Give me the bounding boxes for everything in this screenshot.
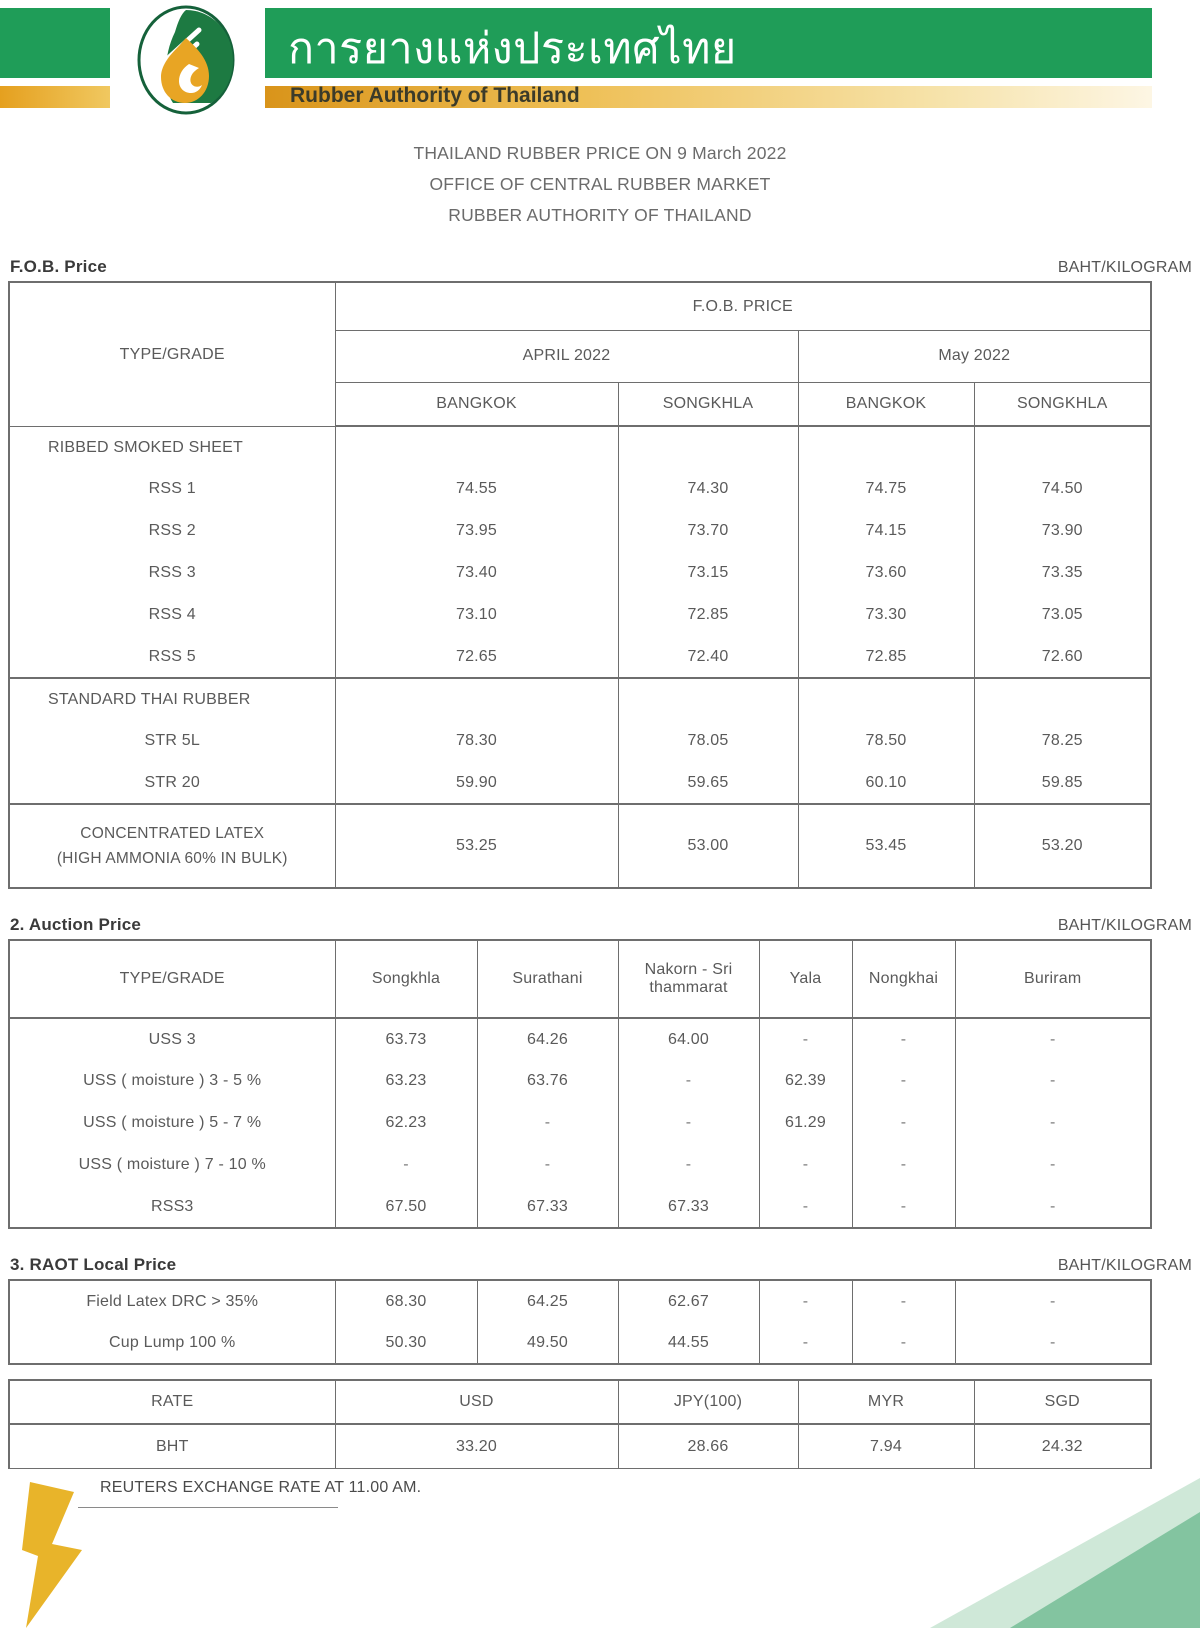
fob-rss4-skl-may: 73.05	[974, 594, 1151, 636]
doc-title-line-2: OFFICE OF CENTRAL RUBBER MARKET	[429, 174, 771, 195]
rate-value-sgd: 24.32	[974, 1424, 1151, 1468]
auction-uss57-nakorn: -	[618, 1102, 759, 1144]
fob-group-str-blank-4	[974, 678, 1151, 720]
exchange-rate-header-row	[9, 1380, 1151, 1424]
local-cup-lump-nakorn: 44.55	[618, 1322, 759, 1364]
rate-col-jpy: JPY(100)	[618, 1380, 798, 1424]
fob-rss3-bkk-apr: 73.40	[335, 552, 618, 594]
fob-grade-rss4: RSS 4	[9, 594, 335, 636]
table-row	[9, 720, 1151, 762]
fob-group-str-blank-3	[798, 678, 974, 720]
local-cup-lump-songkhla: 50.30	[335, 1322, 477, 1364]
local-grade-field-latex: Field Latex DRC > 35%	[9, 1280, 335, 1322]
raot-local-price-table	[8, 1279, 1152, 1365]
rate-label-header: RATE	[9, 1380, 335, 1424]
fob-rss2-bkk-may: 74.15	[798, 510, 974, 552]
auction-rss3-songkhla: 67.50	[335, 1186, 477, 1228]
auction-type-grade-header: TYPE/GRADE	[9, 940, 335, 1018]
auction-uss35-songkhla: 63.23	[335, 1060, 477, 1102]
fob-month-april: APRIL 2022	[335, 330, 798, 382]
fob-group-rss-blank-1	[335, 426, 618, 468]
auction-price-table	[8, 939, 1152, 1229]
auction-grade-uss-3-5: USS ( moisture ) 3 - 5 %	[9, 1060, 335, 1102]
fob-group-row-str	[9, 678, 1151, 720]
rubber-authority-logo	[133, 4, 239, 116]
auction-rss3-surathani: 67.33	[477, 1186, 618, 1228]
auction-header-row	[9, 940, 1151, 1018]
auction-col-buriram: Buriram	[955, 940, 1151, 1018]
fob-price-table	[8, 281, 1152, 889]
auction-uss57-nongkhai: -	[852, 1102, 955, 1144]
local-cup-lump-surathani: 49.50	[477, 1322, 618, 1364]
auction-uss57-yala: 61.29	[759, 1102, 852, 1144]
auction-uss3-songkhla: 63.73	[335, 1018, 477, 1060]
page-banner	[0, 0, 1152, 120]
auction-col-surathani: Surathani	[477, 940, 618, 1018]
fob-str5l-bkk-apr: 78.30	[335, 720, 618, 762]
table-row	[9, 1186, 1151, 1228]
fob-city-bangkok-may: BANGKOK	[798, 382, 974, 426]
fob-city-songkhla-april: SONGKHLA	[618, 382, 798, 426]
fob-group-label-rss: RIBBED SMOKED SHEET	[9, 426, 335, 468]
rate-col-sgd: SGD	[974, 1380, 1151, 1424]
fob-month-may: May 2022	[798, 330, 1151, 382]
fob-grade-rss3: RSS 3	[9, 552, 335, 594]
auction-grade-uss3: USS 3	[9, 1018, 335, 1060]
rate-currency-bht: BHT	[9, 1424, 335, 1468]
auction-unit-label: BAHT/KILOGRAM	[1057, 917, 1192, 935]
fob-rss4-bkk-apr: 73.10	[335, 594, 618, 636]
fob-str5l-bkk-may: 78.50	[798, 720, 974, 762]
table-row	[9, 1102, 1151, 1144]
local-cup-lump-buriram: -	[955, 1322, 1151, 1364]
decoration-gold-corner	[22, 1478, 102, 1628]
fob-str20-bkk-may: 60.10	[798, 762, 974, 804]
fob-rss1-skl-may: 74.50	[974, 468, 1151, 510]
auction-uss710-buriram: -	[955, 1144, 1151, 1186]
fob-section-label: F.O.B. Price	[10, 257, 107, 277]
table-row	[9, 1060, 1151, 1102]
local-cup-lump-nongkhai: -	[852, 1322, 955, 1364]
fob-rss4-bkk-may: 73.30	[798, 594, 974, 636]
table-row	[9, 804, 1151, 888]
auction-col-nongkhai: Nongkhai	[852, 940, 955, 1018]
fob-rss5-skl-apr: 72.40	[618, 636, 798, 678]
auction-uss3-nakorn: 64.00	[618, 1018, 759, 1060]
rate-col-myr: MYR	[798, 1380, 974, 1424]
auction-uss57-songkhla: 62.23	[335, 1102, 477, 1144]
fob-latex-bkk-apr: 53.25	[335, 804, 618, 888]
local-unit-label: BAHT/KILOGRAM	[1057, 1257, 1192, 1275]
auction-grade-rss3: RSS3	[9, 1186, 335, 1228]
fob-latex-bkk-may: 53.45	[798, 804, 974, 888]
table-row	[9, 552, 1151, 594]
fob-grade-str5l: STR 5L	[9, 720, 335, 762]
fob-group-str-blank-2	[618, 678, 798, 720]
fob-str20-bkk-apr: 59.90	[335, 762, 618, 804]
fob-span-title: F.O.B. PRICE	[335, 282, 1151, 330]
rate-value-jpy: 28.66	[618, 1424, 798, 1468]
fob-grade-rss1: RSS 1	[9, 468, 335, 510]
decoration-green-corner	[870, 1478, 1200, 1628]
auction-uss35-nongkhai: -	[852, 1060, 955, 1102]
auction-uss57-surathani: -	[477, 1102, 618, 1144]
exchange-rate-table	[8, 1379, 1152, 1469]
fob-section-header	[0, 257, 1200, 281]
table-row	[9, 510, 1151, 552]
fob-group-rss-blank-2	[618, 426, 798, 468]
auction-uss3-surathani: 64.26	[477, 1018, 618, 1060]
auction-rss3-buriram: -	[955, 1186, 1151, 1228]
table-row	[9, 1280, 1151, 1322]
fob-grade-str20: STR 20	[9, 762, 335, 804]
auction-col-nakorn-sri-thammarat	[618, 940, 759, 1018]
rate-col-usd: USD	[335, 1380, 618, 1424]
fob-group-rss-blank-3	[798, 426, 974, 468]
fob-grade-rss5: RSS 5	[9, 636, 335, 678]
fob-group-label-str: STANDARD THAI RUBBER	[9, 678, 335, 720]
table-row	[9, 762, 1151, 804]
auction-section-header	[0, 915, 1200, 939]
local-field-latex-songkhla: 68.30	[335, 1280, 477, 1322]
auction-uss3-yala: -	[759, 1018, 852, 1060]
fob-grade-rss2: RSS 2	[9, 510, 335, 552]
fob-rss3-bkk-may: 73.60	[798, 552, 974, 594]
fob-rss1-bkk-may: 74.75	[798, 468, 974, 510]
fob-rss5-bkk-apr: 72.65	[335, 636, 618, 678]
auction-uss710-yala: -	[759, 1144, 852, 1186]
fob-group-rss-blank-4	[974, 426, 1151, 468]
auction-uss3-nongkhai: -	[852, 1018, 955, 1060]
local-cup-lump-yala: -	[759, 1322, 852, 1364]
fob-latex-label-line2: (HIGH AMMONIA 60% IN BULK)	[56, 850, 288, 868]
fob-rss3-skl-may: 73.35	[974, 552, 1151, 594]
table-row	[9, 594, 1151, 636]
fob-city-bangkok-april: BANGKOK	[335, 382, 618, 426]
fob-str5l-skl-may: 78.25	[974, 720, 1151, 762]
auction-uss35-yala: 62.39	[759, 1060, 852, 1102]
document-title-block	[0, 138, 1200, 231]
fob-group-str-blank-1	[335, 678, 618, 720]
auction-rss3-yala: -	[759, 1186, 852, 1228]
fob-city-songkhla-may: SONGKHLA	[974, 382, 1151, 426]
auction-rss3-nongkhai: -	[852, 1186, 955, 1228]
auction-col-nakorn-line2: thammarat	[649, 979, 728, 997]
auction-uss710-surathani: -	[477, 1144, 618, 1186]
fob-latex-skl-may: 53.20	[974, 804, 1151, 888]
auction-uss3-buriram: -	[955, 1018, 1151, 1060]
banner-english-title: Rubber Authority of Thailand	[290, 84, 580, 107]
fob-latex-label-line1: CONCENTRATED LATEX	[80, 825, 265, 843]
auction-uss57-buriram: -	[955, 1102, 1151, 1144]
auction-grade-uss-5-7: USS ( moisture ) 5 - 7 %	[9, 1102, 335, 1144]
local-field-latex-nakorn: 62.67	[618, 1280, 759, 1322]
fob-unit-label: BAHT/KILOGRAM	[1057, 259, 1192, 277]
fob-rss4-skl-apr: 72.85	[618, 594, 798, 636]
fob-header-row-1	[9, 282, 1151, 330]
table-row	[9, 1144, 1151, 1186]
local-field-latex-buriram: -	[955, 1280, 1151, 1322]
auction-uss710-nongkhai: -	[852, 1144, 955, 1186]
rate-value-myr: 7.94	[798, 1424, 974, 1468]
auction-uss35-surathani: 63.76	[477, 1060, 618, 1102]
fob-rss5-skl-may: 72.60	[974, 636, 1151, 678]
fob-str20-skl-apr: 59.65	[618, 762, 798, 804]
table-row	[9, 468, 1151, 510]
auction-section-label: 2. Auction Price	[10, 915, 142, 935]
table-row	[9, 1018, 1151, 1060]
auction-col-yala: Yala	[759, 940, 852, 1018]
fob-str20-skl-may: 59.85	[974, 762, 1151, 804]
fob-group-row-rss	[9, 426, 1151, 468]
auction-uss710-songkhla: -	[335, 1144, 477, 1186]
footer-rule	[78, 1507, 338, 1509]
fob-rss1-skl-apr: 74.30	[618, 468, 798, 510]
auction-grade-uss-7-10: USS ( moisture ) 7 - 10 %	[9, 1144, 335, 1186]
fob-latex-skl-apr: 53.00	[618, 804, 798, 888]
fob-rss1-bkk-apr: 74.55	[335, 468, 618, 510]
auction-col-nakorn-line1: Nakorn - Sri	[644, 961, 733, 979]
fob-rss2-bkk-apr: 73.95	[335, 510, 618, 552]
reuters-footnote: REUTERS EXCHANGE RATE AT 11.00 AM.	[100, 1478, 422, 1496]
auction-uss35-buriram: -	[955, 1060, 1151, 1102]
local-field-latex-nongkhai: -	[852, 1280, 955, 1322]
banner-thai-title: การยางแห่งประเทศไทย	[288, 24, 737, 74]
table-row	[9, 1322, 1151, 1364]
local-grade-cup-lump: Cup Lump 100 %	[9, 1322, 335, 1364]
fob-rss2-skl-apr: 73.70	[618, 510, 798, 552]
auction-uss710-nakorn: -	[618, 1144, 759, 1186]
local-section-label: 3. RAOT Local Price	[10, 1255, 177, 1275]
table-row	[9, 636, 1151, 678]
fob-type-grade-header: TYPE/GRADE	[9, 282, 335, 426]
local-section-header	[0, 1255, 1200, 1279]
fob-rss3-skl-apr: 73.15	[618, 552, 798, 594]
local-field-latex-surathani: 64.25	[477, 1280, 618, 1322]
fob-group-label-latex	[9, 804, 335, 888]
banner-gold-left-block	[0, 86, 110, 108]
auction-uss35-nakorn: -	[618, 1060, 759, 1102]
exchange-rate-value-row	[9, 1424, 1151, 1468]
fob-str5l-skl-apr: 78.05	[618, 720, 798, 762]
rate-value-usd: 33.20	[335, 1424, 618, 1468]
doc-title-line-1: THAILAND RUBBER PRICE ON 9 March 2022	[413, 143, 787, 163]
banner-green-left-block	[0, 8, 110, 78]
doc-title-line-3: RUBBER AUTHORITY OF THAILAND	[448, 205, 752, 226]
auction-col-songkhla: Songkhla	[335, 940, 477, 1018]
fob-rss5-bkk-may: 72.85	[798, 636, 974, 678]
auction-rss3-nakorn: 67.33	[618, 1186, 759, 1228]
local-field-latex-yala: -	[759, 1280, 852, 1322]
fob-rss2-skl-may: 73.90	[974, 510, 1151, 552]
